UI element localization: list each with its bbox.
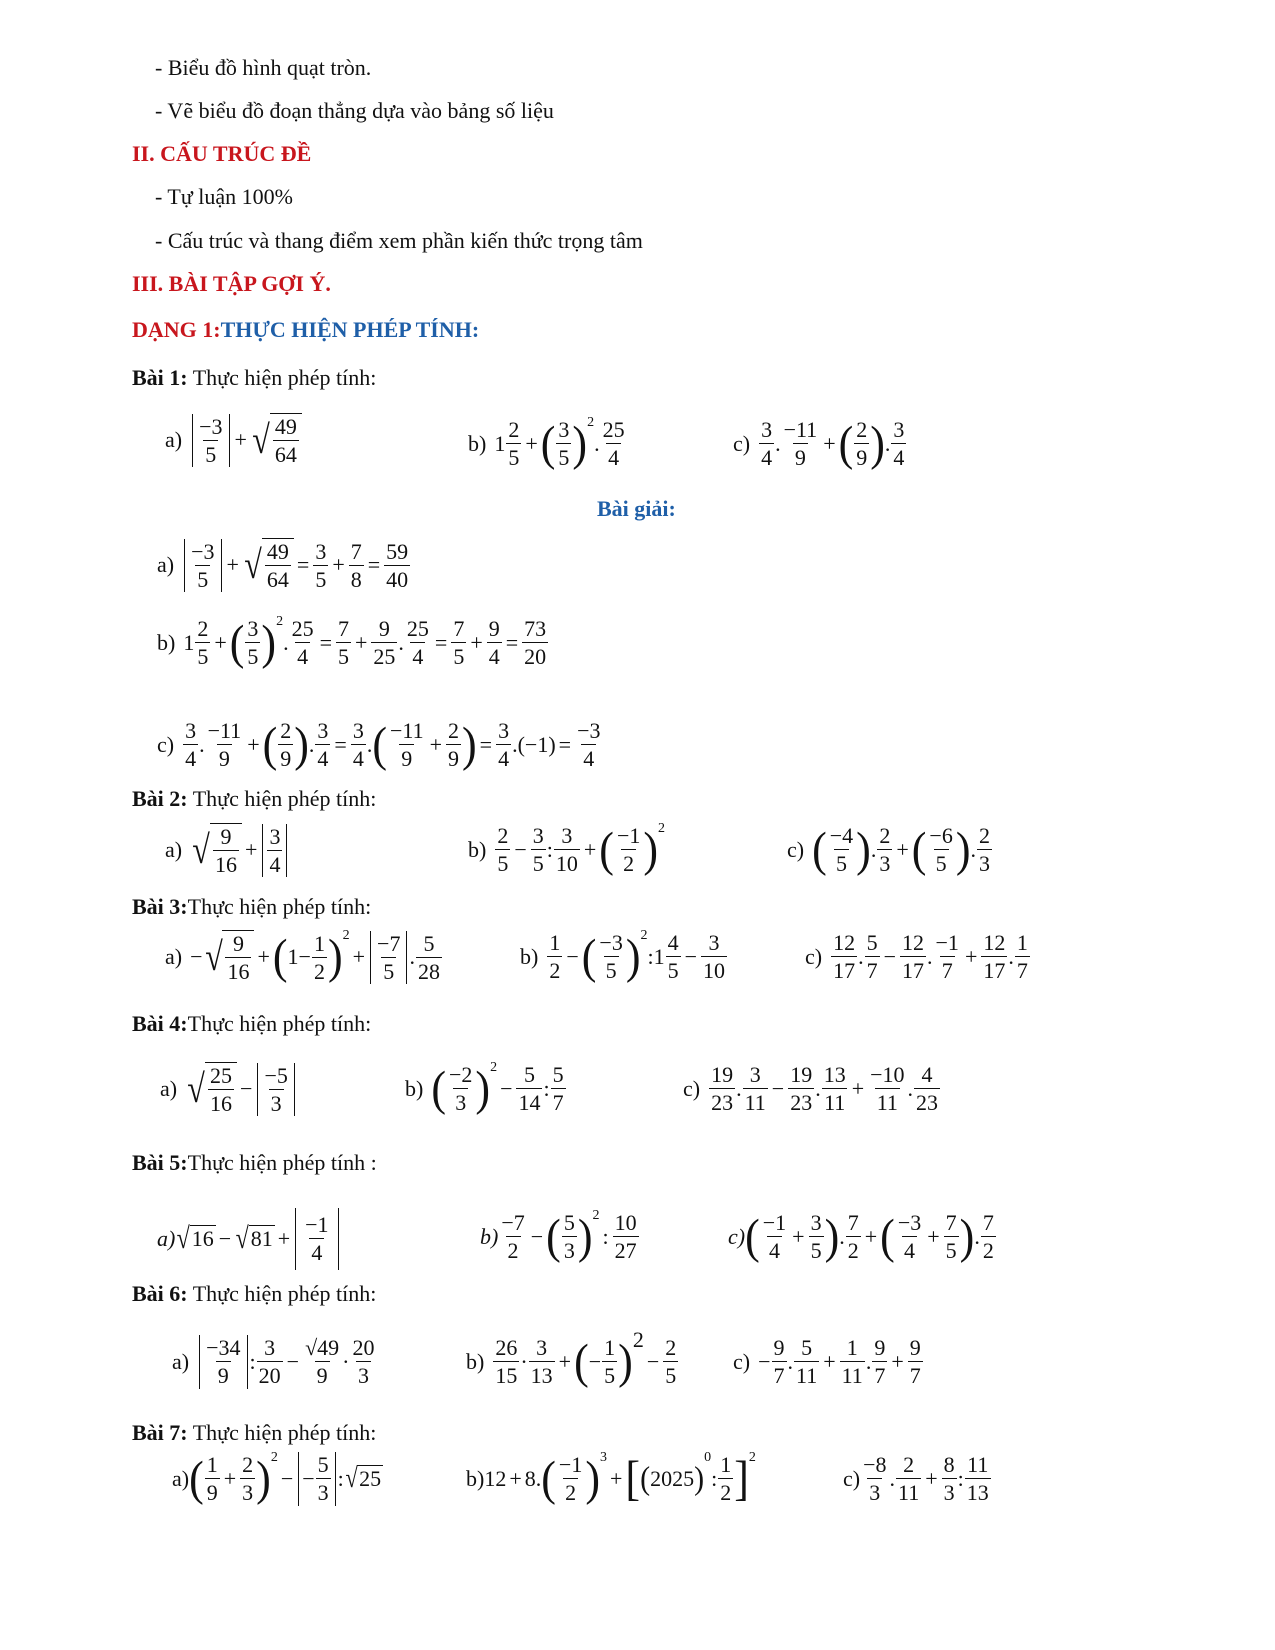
section-exercises-heading: III. BÀI TẬP GỢI Ý. [132, 271, 331, 296]
ex7-a: a) ( 1 9 + $\frac{2}{3}$ ) 2 − − 5 3 : √ 25 [172, 1450, 382, 1506]
ex6-a: a) −34 9 : 3 20 − $\frac{√49}{9}$ · 20 3 [172, 1335, 375, 1389]
exercise-7-heading: Bài 7: Thực hiện phép tính: [132, 1420, 377, 1445]
section-structure-heading: II. CẤU TRÚC ĐỀ [132, 141, 312, 166]
bullet-structure: - Cấu trúc và thang điểm xem phần kiến thức trọng tâm [155, 228, 643, 253]
exercise-3-heading: Bài 3:Thực hiện phép tính: [132, 894, 372, 919]
exercise-6-heading: Bài 6: Thực hiện phép tính: [132, 1281, 377, 1306]
bullet-essay: - Tự luận 100% [155, 184, 293, 209]
ex2-b: b) 2 5 − $\frac{3}{5}$ : 3 10 + ( −1 2 ) 2 [468, 821, 666, 877]
dang-heading [132, 317, 479, 343]
sol-a: a) −3 5 + √ 49 64 = $\frac{3}{5}$ + $\frac{7}{8}$ = $\frac{59}{40}$ [157, 538, 409, 593]
ex1-c: c) 3 4 . −11 9 + ( 2 9 ) . 3 4 [733, 416, 905, 471]
exercise-2-heading: Bài 2: Thực hiện phép tính: [132, 786, 377, 811]
exercise-4-heading: Bài 4:Thực hiện phép tính: [132, 1011, 372, 1036]
bullet-pie-chart: - Biểu đồ hình quạt tròn. [155, 55, 372, 80]
ex6-c: c) − 9 7 . 5 11 + $\frac{1}{11}$ . 9 7 + $\frac{9}{7}$ [733, 1335, 921, 1389]
ex4-a: a) √ 25 16 − −5 3 [160, 1062, 297, 1117]
bullet-line-chart: - Vẽ biểu đồ đoạn thẳng dựa vào bảng số liệu [155, 98, 554, 123]
ex3-c: c) 12 17 . 5 7 − $\frac{12}{17}$ . −1 7 + $\frac{12}{17}$ . 1 7 [805, 930, 1028, 984]
ex5-b: b) −7 2 − ( 5 3 ) 2 : 10 27 [480, 1208, 637, 1264]
ex3-b: b) 1 2 − ( −3 5 ) 2 :1 4 5 − $\frac{3}{10}$ [520, 928, 726, 984]
ex2-c: c) ( −4 5 ) . 2 3 + ( −6 5 ) . 2 3 [787, 822, 990, 877]
dang-prefix: DẠNG 1: [132, 317, 221, 342]
sol-c: c) 3 4 . −11 9 + ( 2 9 ) . $\frac{3}{4}$ = $\frac{3}{4}$ . ( −11 9 + $\frac{2}{9}$ ) = $\frac{3}{4}$ .(−1) = $\frac{-3}{4}$ [157, 717, 601, 772]
ex7-c: c) −8 3 . 2 11 + $\frac{8}{3}$ : 11 13 [843, 1452, 989, 1506]
exercise-text: Thực hiện phép tính: [187, 365, 377, 390]
dang-title: THỰC HIỆN PHÉP TÍNH: [220, 317, 480, 342]
exercise-1-heading [132, 365, 376, 391]
sol-b: b) 1 2 5 + ( 3 5 ) 2 . $\frac{25}{4}$ = $\frac{7}{5}$ + $\frac{9}{25}$ . $\frac{25}{4}$ = $\frac{7}{5}$ + $\frac{9}{4}$ = $\frac{73}{20}$ [157, 614, 547, 670]
ex4-c: c) 19 23 . 3 11 − $\frac{19}{23}$ . 13 11 + $\frac{-10}{11}$ . 4 23 [683, 1062, 939, 1116]
ex3-a: a) − √ 9 16 + ( 1− 1 2 ) 2 + −7 5 . 5 28 [165, 928, 440, 985]
ex5-a: a) √ 16 − √ 81 + −1 4 [157, 1208, 341, 1270]
ex1-a: a) −3 5 + √ 49 64 [165, 413, 302, 468]
solution-heading: Bài giải: [597, 496, 676, 521]
exercise-label: Bài 1: [132, 365, 188, 390]
ex1-b: b) 1 2 5 + ( 3 5 ) 2 . 25 4 [468, 415, 625, 471]
ex7-b: b) 12 + 8. ( −1 2 ) 3 + [ ( 2025 ) 0 : 1 2 ] 2 [466, 1450, 756, 1506]
ex6-b: b) 26 15 · 3 13 + ( − 1 5 ) 2 − $\frac{2}{5}$ [466, 1327, 677, 1389]
ex5-c: c) ( −1 4 + $\frac{3}{5}$ ) . 7 2 + ( −3 4 + $\frac{7}{5}$ ) . 7 2 [728, 1209, 994, 1264]
exercise-5-heading: Bài 5:Thực hiện phép tính : [132, 1150, 377, 1175]
ex4-b: b) ( −2 3 ) 2 − $\frac{5}{14}$ : 5 7 [405, 1060, 564, 1116]
ex2-a: a) √ 9 16 + 3 4 [165, 823, 289, 878]
